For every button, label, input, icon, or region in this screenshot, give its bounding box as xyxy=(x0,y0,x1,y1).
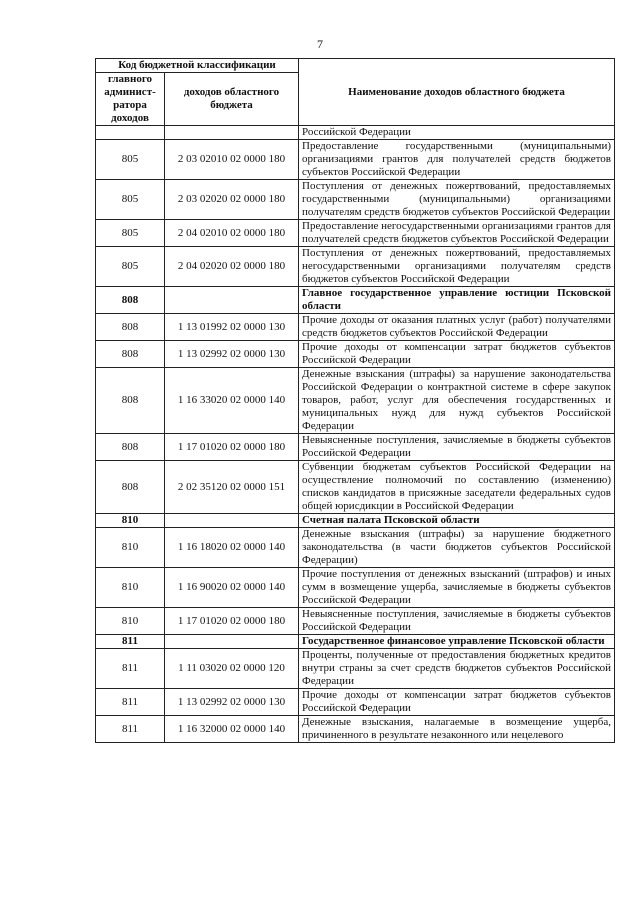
cell-revenue-name: Поступления от денежных пожертвований, предоставляемых негосударственными организациями получателям средств бюджетов субъектов Российской Федерации xyxy=(299,247,615,287)
cell-revenue-name: Прочие доходы от оказания платных услуг (работ) получателями средств бюджетов субъектов Российской Федерации xyxy=(299,314,615,341)
table-row xyxy=(96,461,615,514)
cell-revenue-code xyxy=(165,514,299,528)
cell-admin-code: 810 xyxy=(96,528,165,568)
cell-admin-code: 808 xyxy=(96,314,165,341)
cell-revenue-code: 1 16 18020 02 0000 140 xyxy=(165,528,299,568)
table-row xyxy=(96,140,615,180)
cell-admin-code xyxy=(96,126,165,140)
cell-revenue-name: Прочие доходы от компенсации затрат бюджетов субъектов Российской Федерации xyxy=(299,341,615,368)
cell-revenue-name: Невыясненные поступления, зачисляемые в бюджеты субъектов Российской Федерации xyxy=(299,434,615,461)
cell-revenue-code: 1 16 32000 02 0000 140 xyxy=(165,716,299,743)
table-row xyxy=(96,528,615,568)
cell-revenue-code: 1 16 90020 02 0000 140 xyxy=(165,568,299,608)
cell-revenue-name: Российской Федерации xyxy=(299,126,615,140)
cell-revenue-code xyxy=(165,635,299,649)
table-row xyxy=(96,608,615,635)
cell-admin-code: 808 xyxy=(96,287,165,314)
cell-admin-code: 811 xyxy=(96,649,165,689)
cell-admin-code: 808 xyxy=(96,434,165,461)
cell-revenue-name: Денежные взыскания (штрафы) за нарушение бюджетного законодательства (в части бюджетов субъектов Российской Федерации) xyxy=(299,528,615,568)
table-row xyxy=(96,180,615,220)
cell-admin-code: 811 xyxy=(96,635,165,649)
cell-revenue-name: Предоставление государственными (муниципальными) организациями грантов для получателей средств бюджетов субъектов Российской Федерации xyxy=(299,140,615,180)
page-number: 7 xyxy=(317,37,323,51)
table-row xyxy=(96,689,615,716)
cell-revenue-code: 2 03 02020 02 0000 180 xyxy=(165,180,299,220)
table-row xyxy=(96,247,615,287)
cell-revenue-code: 2 04 02020 02 0000 180 xyxy=(165,247,299,287)
table-row-group-header xyxy=(96,635,615,649)
cell-revenue-code: 1 16 33020 02 0000 140 xyxy=(165,368,299,434)
header-revenue-code: доходов областного бюджета xyxy=(165,73,299,126)
table-row xyxy=(96,126,615,140)
cell-revenue-name: Проценты, полученные от предоставления бюджетных кредитов внутри страны за счет средств бюджетов субъектов Российской Федерации xyxy=(299,649,615,689)
cell-revenue-code: 2 04 02010 02 0000 180 xyxy=(165,220,299,247)
cell-revenue-name: Денежные взыскания (штрафы) за нарушение законодательства Российской Федерации о контрактной системе в сфере закупок товаров, работ, услуг для обеспечения государственных и муниципальных нужд для нужд субъектов Российской Федерации xyxy=(299,368,615,434)
cell-admin-code: 805 xyxy=(96,220,165,247)
table-row-group-header xyxy=(96,514,615,528)
revenue-classification-table xyxy=(95,58,615,743)
header-chief-administrator: главного админист-ратора доходов xyxy=(96,73,165,126)
table-row xyxy=(96,220,615,247)
header-classification-code: Код бюджетной классификации xyxy=(96,59,299,73)
cell-revenue-name: Прочие поступления от денежных взысканий (штрафов) и иных сумм в возмещение ущерба, зачисляемые в бюджеты субъектов Российской Федерации xyxy=(299,568,615,608)
cell-revenue-name: Прочие доходы от компенсации затрат бюджетов субъектов Российской Федерации xyxy=(299,689,615,716)
cell-revenue-code xyxy=(165,287,299,314)
cell-revenue-code: 1 13 01992 02 0000 130 xyxy=(165,314,299,341)
cell-revenue-code xyxy=(165,126,299,140)
cell-admin-code: 811 xyxy=(96,689,165,716)
cell-revenue-name: Предоставление негосударственными организациями грантов для получателей средств бюджетов субъектов Российской Федерации xyxy=(299,220,615,247)
cell-revenue-name: Денежные взыскания, налагаемые в возмещение ущерба, причиненного в результате незаконного или нецелевого xyxy=(299,716,615,743)
cell-revenue-name: Счетная палата Псковской области xyxy=(299,514,615,528)
cell-revenue-code: 1 13 02992 02 0000 130 xyxy=(165,341,299,368)
cell-revenue-code: 2 02 35120 02 0000 151 xyxy=(165,461,299,514)
cell-revenue-code: 1 17 01020 02 0000 180 xyxy=(165,434,299,461)
table-row-group-header xyxy=(96,287,615,314)
table-row xyxy=(96,434,615,461)
cell-admin-code: 810 xyxy=(96,514,165,528)
cell-revenue-name: Главное государственное управление юстиции Псковской области xyxy=(299,287,615,314)
table-row xyxy=(96,568,615,608)
cell-revenue-code: 1 13 02992 02 0000 130 xyxy=(165,689,299,716)
table-row xyxy=(96,368,615,434)
cell-revenue-name: Поступления от денежных пожертвований, предоставляемых государственными (муниципальными) организациями получателям средств бюджетов субъектов Российской Федерации xyxy=(299,180,615,220)
cell-revenue-name: Субвенции бюджетам субъектов Российской Федерации на осуществление полномочий по составлению (изменению) списков кандидатов в присяжные заседатели федеральных судов общей юрисдикции в Российской Федерации xyxy=(299,461,615,514)
cell-revenue-code: 2 03 02010 02 0000 180 xyxy=(165,140,299,180)
cell-admin-code: 810 xyxy=(96,608,165,635)
table-row xyxy=(96,716,615,743)
cell-revenue-name: Невыясненные поступления, зачисляемые в бюджеты субъектов Российской Федерации xyxy=(299,608,615,635)
cell-admin-code: 808 xyxy=(96,368,165,434)
cell-admin-code: 805 xyxy=(96,247,165,287)
cell-revenue-code: 1 17 01020 02 0000 180 xyxy=(165,608,299,635)
header-revenue-name: Наименование доходов областного бюджета xyxy=(299,59,615,126)
table-row xyxy=(96,341,615,368)
cell-admin-code: 811 xyxy=(96,716,165,743)
cell-revenue-name: Государственное финансовое управление Псковской области xyxy=(299,635,615,649)
cell-admin-code: 810 xyxy=(96,568,165,608)
cell-admin-code: 805 xyxy=(96,140,165,180)
cell-admin-code: 808 xyxy=(96,341,165,368)
table-body xyxy=(96,126,615,743)
cell-revenue-code: 1 11 03020 02 0000 120 xyxy=(165,649,299,689)
table-row xyxy=(96,314,615,341)
table-row xyxy=(96,649,615,689)
cell-admin-code: 808 xyxy=(96,461,165,514)
cell-admin-code: 805 xyxy=(96,180,165,220)
